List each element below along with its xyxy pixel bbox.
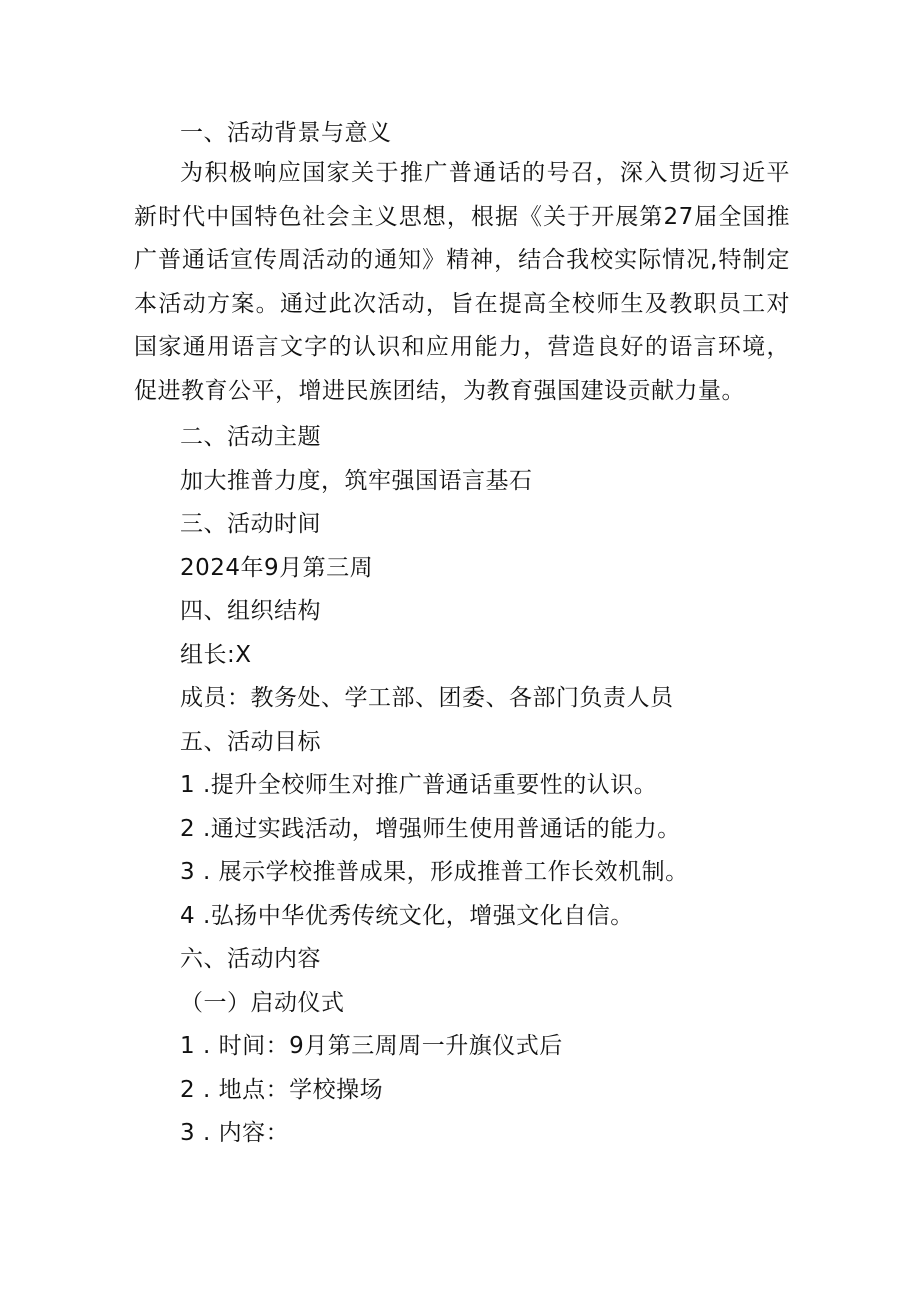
section-1-heading: 一、活动背景与意义 — [180, 120, 392, 146]
goal-item: 3 . 展示学校推普成果，形成推普工作长效机制。 — [180, 859, 689, 885]
launch-item: 2 . 地点：学校操场 — [180, 1077, 384, 1103]
section-1-body: 为积极响应国家关于推广普通话的号召，深入贯彻习近平新时代中国特色社会主义思想，根据《关于开展第27届全国推广普通话宣传周活动的通知》精神，结合我校实际情况,特制定本活动方案。通过此次活动，旨在提高全校师生及教职员工对国家通用语言文字的认识和应用能力，营造良好的语言环境，促进教育公平，增进民族团结，为教育强国建设贡献力量。 — [134, 160, 790, 404]
goal-item: 1 .提升全校师生对推广普通话重要性的认识。 — [180, 772, 658, 798]
subsection-1-heading: （一）启动仪式 — [180, 990, 345, 1016]
launch-item: 1 . 时间：9月第三周周一升旗仪式后 — [180, 1033, 563, 1059]
group-members: 成员：教务处、学工部、团委、各部门负责人员 — [180, 685, 674, 711]
activity-theme: 加大推普力度，筑牢强国语言基石 — [180, 468, 533, 494]
activity-time: 2024年9月第三周 — [180, 555, 374, 581]
goal-item: 4 .弘扬中华优秀传统文化，增强文化自信。 — [180, 903, 634, 929]
goal-item: 2 .通过实践活动，增强师生使用普通话的能力。 — [180, 816, 681, 842]
section-6-heading: 六、活动内容 — [180, 946, 321, 972]
section-3-heading: 三、活动时间 — [180, 511, 321, 537]
section-4-heading: 四、组织结构 — [180, 598, 321, 624]
group-leader: 组长:X — [180, 642, 252, 668]
launch-item: 3 . 内容： — [180, 1120, 290, 1146]
section-2-heading: 二、活动主题 — [180, 424, 321, 450]
section-5-heading: 五、活动目标 — [180, 729, 321, 755]
